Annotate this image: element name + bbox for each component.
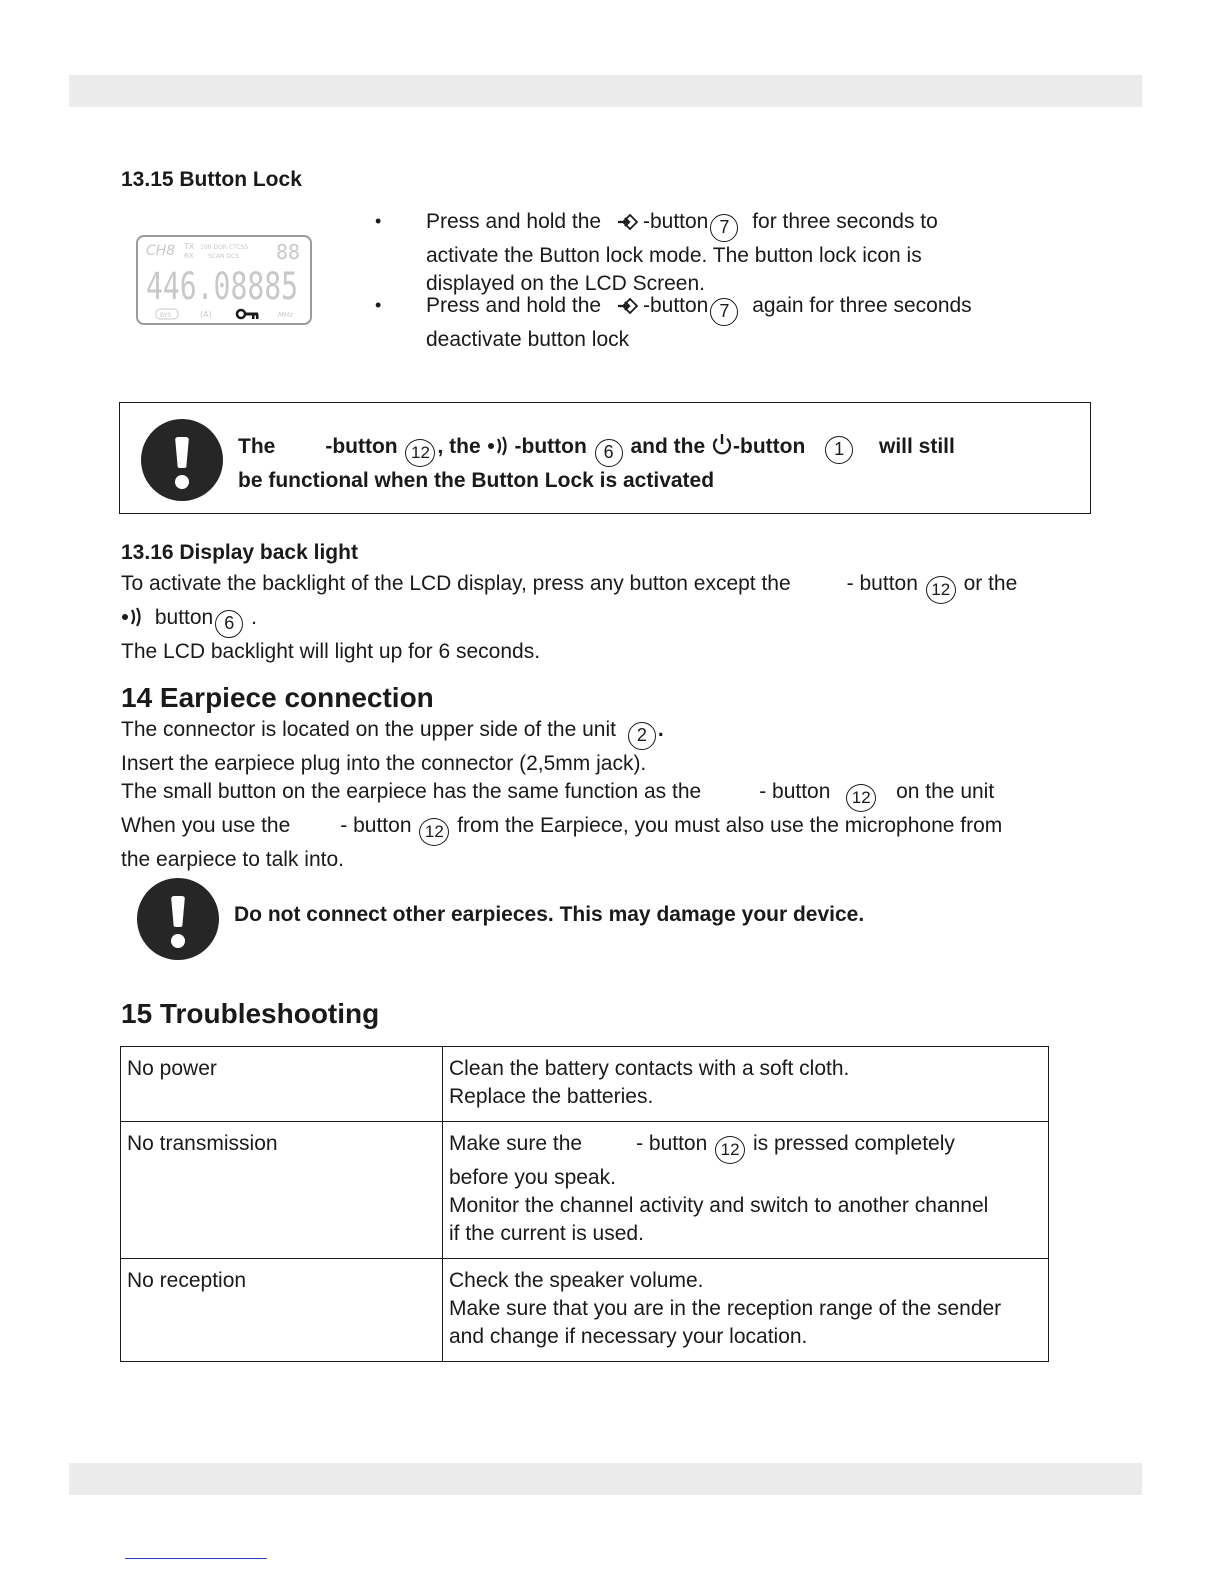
lock-instruction-1-line-2: activate the Button lock mode. The button lock icon is — [426, 244, 922, 267]
text: - button — [759, 780, 831, 803]
text: The connector is located on the upper side of the unit — [121, 718, 616, 741]
power-icon — [711, 433, 733, 465]
lcd-small-digits: 88 — [276, 240, 301, 264]
text: - button — [846, 572, 918, 595]
table-row — [121, 1259, 1049, 1362]
callout-1: 1 — [825, 436, 853, 464]
lock-instruction-2-line-1 — [426, 292, 1066, 326]
lock-instruction-1 — [426, 208, 1066, 298]
lcd-channel: CH8 — [146, 243, 176, 259]
backlight-paragraph — [121, 570, 1101, 666]
speaker-waves-icon — [121, 606, 149, 636]
solution-line: if the current is used. — [449, 1222, 644, 1245]
solution-line: Clean the battery contacts with a soft cloth. — [449, 1057, 850, 1080]
problem-cell: No reception — [121, 1259, 443, 1362]
lcd-rx: RX — [184, 252, 194, 260]
problem-cell: No power — [121, 1047, 443, 1122]
text: The small button on the earpiece has the same function as the — [121, 780, 702, 803]
callout-6: 6 — [595, 439, 623, 467]
text: Press and hold the — [426, 210, 602, 233]
callout-12: 12 — [926, 576, 956, 604]
lcd-labels-top: 108 DOR CTCSS — [200, 244, 249, 251]
callout-7: 7 — [710, 214, 738, 242]
callout-12: 12 — [405, 439, 435, 467]
solution-line: Make sure that you are in the reception range of the sender — [449, 1297, 1002, 1320]
text: Press and hold the — [426, 294, 602, 317]
text: Make sure the — [449, 1132, 583, 1155]
warning-note-text — [238, 433, 1078, 495]
lcd-screen-graphic — [138, 237, 310, 323]
solution-line: Check the speaker volume. — [449, 1269, 704, 1292]
backlight-line-1 — [121, 570, 1101, 604]
callout-12: 12 — [846, 784, 876, 812]
text: - button — [340, 814, 412, 837]
lock-instruction-1-line-1 — [426, 208, 1066, 242]
table-row — [121, 1047, 1049, 1122]
lock-instruction-2-line-2: deactivate button lock — [426, 328, 630, 351]
warning-note-line-2: be functional when the Button Lock is activated — [238, 469, 715, 492]
footer-link-underline — [125, 1558, 267, 1559]
lock-instruction-1-line-3: displayed on the LCD Screen. — [426, 272, 705, 295]
callout-12: 12 — [715, 1136, 745, 1164]
text: -button — [325, 435, 398, 458]
exclamation-icon — [141, 419, 223, 501]
solution-line: Monitor the channel activity and switch to another channel — [449, 1194, 989, 1217]
header-band — [69, 75, 1142, 107]
text: To activate the backlight of the LCD display, press any button except the — [121, 572, 791, 595]
callout-6: 6 — [215, 610, 243, 638]
text: -button — [733, 435, 806, 458]
solution-line: and change if necessary your location. — [449, 1325, 808, 1348]
callout-12: 12 — [419, 818, 449, 846]
callout-2: 2 — [628, 722, 656, 750]
earpiece-line-5: the earpiece to talk into. — [121, 848, 344, 871]
problem-cell: No transmission — [121, 1122, 443, 1259]
text: button — [154, 606, 214, 629]
solution-line: before you speak. — [449, 1166, 616, 1189]
solution-cell — [443, 1047, 1049, 1122]
table-row — [121, 1122, 1049, 1259]
text: will still — [878, 435, 955, 458]
text: -button — [642, 294, 709, 317]
text: . — [251, 606, 257, 629]
warning-note-box — [119, 402, 1091, 514]
key-lock-icon — [237, 310, 259, 319]
footer-band — [69, 1463, 1142, 1495]
lcd-labels-bottom: SCAN DCS — [208, 253, 240, 260]
section-heading-backlight: 13.16 Display back light — [121, 541, 358, 564]
earpiece-warning: Do not connect other earpieces. This may damage your device. — [234, 903, 865, 926]
solution-line: Replace the batteries. — [449, 1085, 654, 1108]
lcd-battery: BYS — [160, 312, 172, 319]
section-heading-button-lock: 13.15 Button Lock — [121, 168, 302, 191]
solution-cell — [443, 1259, 1049, 1362]
lcd-frequency: 446.08885 — [146, 265, 298, 308]
text: from the Earpiece, you must also use the microphone from — [457, 814, 1003, 837]
text: - button — [636, 1132, 708, 1155]
text: -button — [514, 435, 587, 458]
lock-instruction-2 — [426, 292, 1066, 354]
section-heading-earpiece: 14 Earpiece connection — [121, 682, 434, 713]
backlight-line-2 — [121, 604, 1101, 638]
warning-note-line-1 — [238, 433, 1078, 467]
callout-7: 7 — [710, 298, 738, 326]
exclamation-icon — [137, 878, 219, 960]
troubleshooting-table — [120, 1046, 1049, 1362]
lock-button-icon — [617, 296, 643, 324]
text: for three seconds to — [752, 210, 938, 233]
section-heading-troubleshooting: 15 Troubleshooting — [121, 998, 380, 1029]
lcd-mid-icon: (A) — [200, 310, 212, 319]
lock-button-icon — [617, 212, 643, 240]
text: The — [238, 435, 276, 458]
text: is pressed completely — [752, 1132, 955, 1155]
speaker-waves-icon — [487, 435, 515, 465]
bullet-1: • — [375, 211, 382, 231]
text: again for three seconds — [752, 294, 972, 317]
earpiece-paragraph — [121, 716, 1111, 874]
lcd-display-illustration — [136, 235, 312, 325]
solution-line — [449, 1130, 1042, 1164]
earpiece-line-1 — [121, 716, 1111, 750]
text: or the — [963, 572, 1018, 595]
text: on the unit — [896, 780, 995, 803]
text: , the — [437, 435, 481, 458]
bullet-2: • — [375, 295, 382, 315]
text: When you use the — [121, 814, 291, 837]
text: -button — [642, 210, 709, 233]
earpiece-line-3 — [121, 778, 1111, 812]
lcd-mhz: MHz — [278, 311, 293, 319]
earpiece-line-4 — [121, 812, 1111, 846]
earpiece-line-2: Insert the earpiece plug into the connector (2,5mm jack). — [121, 752, 647, 775]
solution-cell — [443, 1122, 1049, 1259]
backlight-line-3: The LCD backlight will light up for 6 seconds. — [121, 640, 541, 663]
text: and the — [630, 435, 706, 458]
lcd-tx: TX — [184, 242, 195, 251]
text: . — [657, 718, 664, 741]
